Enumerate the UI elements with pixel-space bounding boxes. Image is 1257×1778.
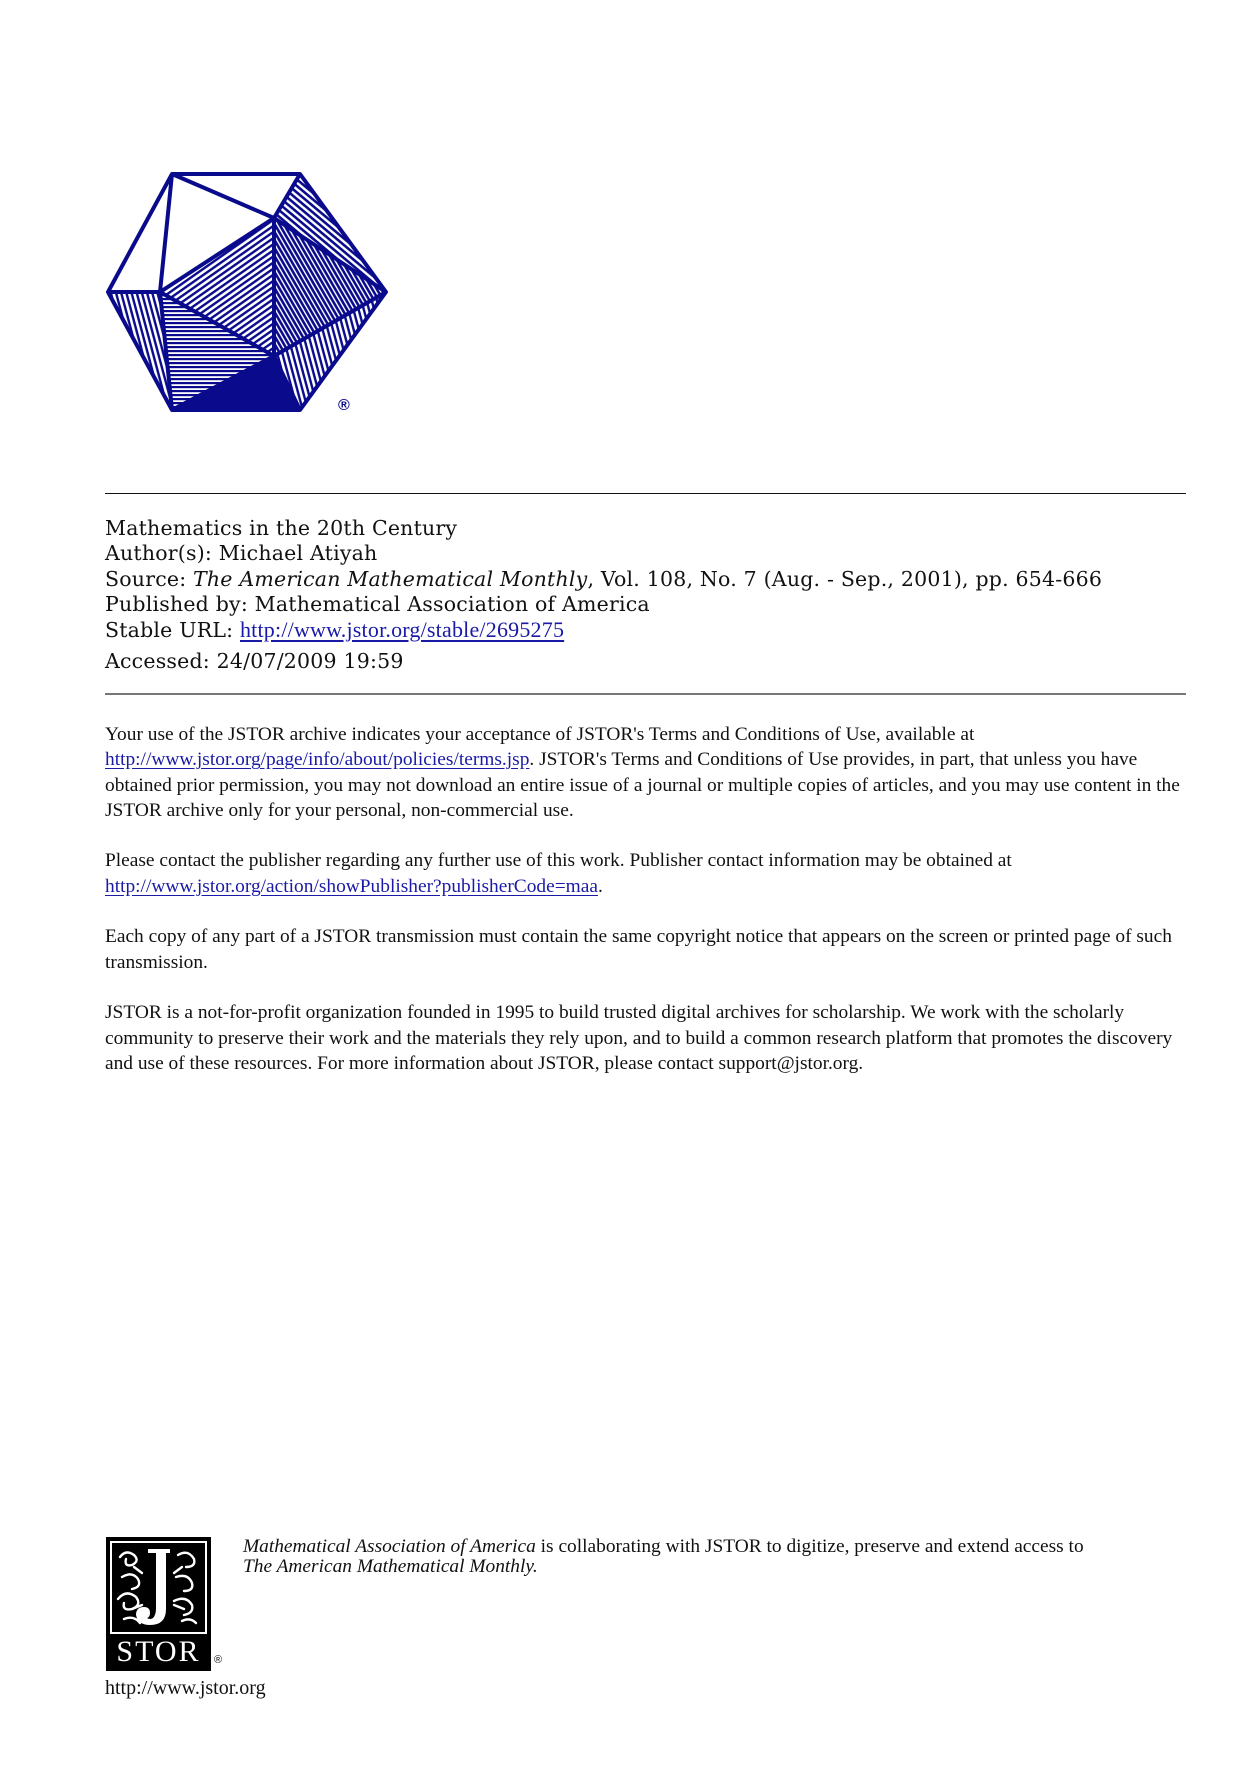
source-journal: The American Mathematical Monthly <box>193 566 588 591</box>
bottom-divider <box>105 693 1186 695</box>
terms-paragraph <box>105 722 1195 823</box>
maa-logo <box>104 166 389 416</box>
publisher-name: Mathematical Association of America <box>254 591 650 616</box>
jstor-registered-mark: ® <box>214 1654 223 1666</box>
citation-block <box>105 516 1102 675</box>
article-title: Mathematics in the 20th Century <box>105 516 458 540</box>
source-details: , Vol. 108, No. 7 (Aug. - Sep., 2001), pp. 654-666 <box>587 566 1103 591</box>
collab-text: is collaborating with JSTOR to digitize, preserve and extend access to <box>535 1536 1084 1557</box>
publisher-contact-period: . <box>597 875 603 897</box>
accessed-label: Accessed: <box>105 649 210 674</box>
jstor-home-link[interactable]: http://www.jstor.org <box>105 1677 266 1699</box>
ornamental-j-icon <box>112 1543 205 1632</box>
registered-mark: ® <box>338 397 350 414</box>
collab-org: Mathematical Association of America <box>243 1536 536 1557</box>
collaboration-statement <box>243 1537 1084 1577</box>
terms-text-cont: . JSTOR's Terms and Conditions of Use provides, in part, that unless you have obtained prior permission, you may not download an entire issue of a journal or multiple copies of articles, and you may use content in the JSTOR archive only for your personal, non-commercial use. <box>105 749 1180 821</box>
jstor-logo-text: STOR <box>116 1635 201 1668</box>
author-label: Author(s): <box>105 541 213 566</box>
stable-url-line <box>105 617 1102 643</box>
copyright-paragraph: Each copy of any part of a JSTOR transmission must contain the same copyright notice that appears on the screen or printed page of such transmission. <box>105 926 1172 973</box>
jstor-about-paragraph: JSTOR is a not-for-profit organization founded in 1995 to build trusted digital archives for scholarship. We work with the scholarly community to preserve their work and the materials they rely upon, and to build a common research platform that promotes the discovery and use of these resources. For more information about JSTOR, please contact support@jstor.org. <box>105 1002 1173 1074</box>
publisher-contact-text: Please contact the publisher regarding any further use of this work. Publisher contact information may be obtained at <box>105 850 1012 872</box>
top-divider <box>105 493 1186 494</box>
publisher-line <box>105 592 1102 617</box>
publisher-contact-link[interactable]: http://www.jstor.org/action/showPublisher?publisherCode=maa <box>105 875 598 897</box>
stable-url-link[interactable]: http://www.jstor.org/stable/2695275 <box>239 617 565 643</box>
terms-link[interactable]: http://www.jstor.org/page/info/about/policies/terms.jsp <box>105 749 530 771</box>
jstor-ornament-j <box>110 1541 207 1634</box>
collab-journal: The American Mathematical Monthly. <box>243 1556 538 1577</box>
icosahedron-icon <box>104 166 389 416</box>
stable-url-label: Stable URL: <box>105 618 234 643</box>
terms-text: Your use of the JSTOR archive indicates your acceptance of JSTOR's Terms and Conditions of Use, available at <box>105 724 975 745</box>
author-line <box>105 541 1102 566</box>
jstor-logo <box>106 1537 211 1671</box>
publisher-label: Published by: <box>105 591 248 616</box>
accessed-date: 24/07/2009 19:59 <box>216 649 404 674</box>
author-name: Michael Atiyah <box>218 541 378 566</box>
source-label: Source: <box>105 566 187 591</box>
terms-notice <box>105 722 1195 1101</box>
publisher-contact-paragraph <box>105 848 1195 899</box>
source-line <box>105 567 1102 592</box>
accessed-line <box>105 649 1102 674</box>
